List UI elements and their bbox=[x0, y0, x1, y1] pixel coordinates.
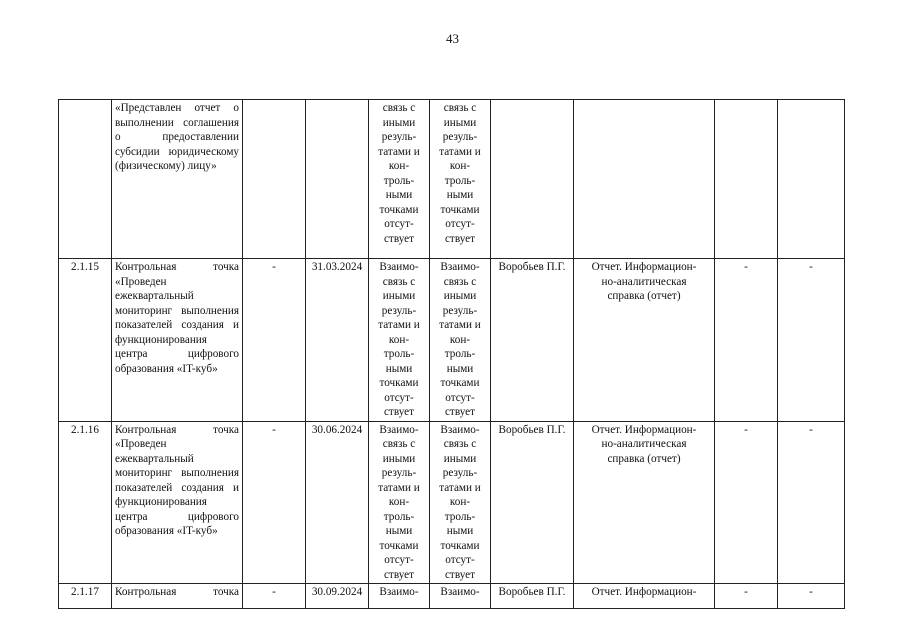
end-date: 31.03.2024 bbox=[306, 259, 369, 422]
row-number bbox=[59, 100, 112, 259]
responsible: Воробьев П.Г. bbox=[491, 259, 574, 422]
info-system bbox=[715, 100, 778, 259]
row-number: 2.1.17 bbox=[59, 584, 112, 609]
note: - bbox=[778, 584, 845, 609]
successors: Взаимо- связь с иными резуль- татами и кон- троль- ными точками отсут- ствует bbox=[430, 421, 491, 584]
responsible bbox=[491, 100, 574, 259]
row-number: 2.1.15 bbox=[59, 259, 112, 422]
control-point-name: Контрольная точка «Проведен ежеквартальный мониторинг выполнения показателей создания и функционирования центра цифрового образования «IT-куб» bbox=[112, 259, 243, 422]
successors: Взаимо- связь с иными резуль- татами и кон- троль- ными точками отсут- ствует bbox=[430, 259, 491, 422]
document-type: Отчет. Информацион- но-аналитическая справка (отчет) bbox=[574, 421, 715, 584]
control-point-name: «Представлен отчет о выполнении соглашения о предоставлении субсидии юридическому (физическому) лицу» bbox=[112, 100, 243, 259]
start-date: - bbox=[243, 421, 306, 584]
successors: Взаимо- bbox=[430, 584, 491, 609]
predecessors: связь с иными резуль- татами и кон- троль- ными точками отсут- ствует bbox=[369, 100, 430, 259]
note bbox=[778, 100, 845, 259]
table-row bbox=[59, 584, 845, 609]
start-date: - bbox=[243, 259, 306, 422]
start-date bbox=[243, 100, 306, 259]
responsible: Воробьев П.Г. bbox=[491, 584, 574, 609]
end-date: 30.06.2024 bbox=[306, 421, 369, 584]
document-type bbox=[574, 100, 715, 259]
table-row bbox=[59, 100, 845, 259]
predecessors: Взаимо- bbox=[369, 584, 430, 609]
successors: связь с иными резуль- татами и кон- троль- ными точками отсут- ствует bbox=[430, 100, 491, 259]
control-points-table bbox=[58, 99, 845, 609]
predecessors: Взаимо- связь с иными резуль- татами и кон- троль- ными точками отсут- ствует bbox=[369, 421, 430, 584]
info-system: - bbox=[715, 584, 778, 609]
document-type: Отчет. Информацион- но-аналитическая справка (отчет) bbox=[574, 259, 715, 422]
control-point-name: Контрольная точка bbox=[112, 584, 243, 609]
start-date: - bbox=[243, 584, 306, 609]
control-point-name: Контрольная точка «Проведен ежеквартальный мониторинг выполнения показателей создания и функционирования центра цифрового образования «IT-куб» bbox=[112, 421, 243, 584]
predecessors: Взаимо- связь с иными резуль- татами и кон- троль- ными точками отсут- ствует bbox=[369, 259, 430, 422]
note: - bbox=[778, 421, 845, 584]
page-number: 43 bbox=[446, 31, 459, 46]
info-system: - bbox=[715, 421, 778, 584]
document-type: Отчет. Информацион- bbox=[574, 584, 715, 609]
responsible: Воробьев П.Г. bbox=[491, 421, 574, 584]
end-date: 30.09.2024 bbox=[306, 584, 369, 609]
table-row bbox=[59, 421, 845, 584]
table-row bbox=[59, 259, 845, 422]
row-number: 2.1.16 bbox=[59, 421, 112, 584]
info-system: - bbox=[715, 259, 778, 422]
end-date bbox=[306, 100, 369, 259]
note: - bbox=[778, 259, 845, 422]
